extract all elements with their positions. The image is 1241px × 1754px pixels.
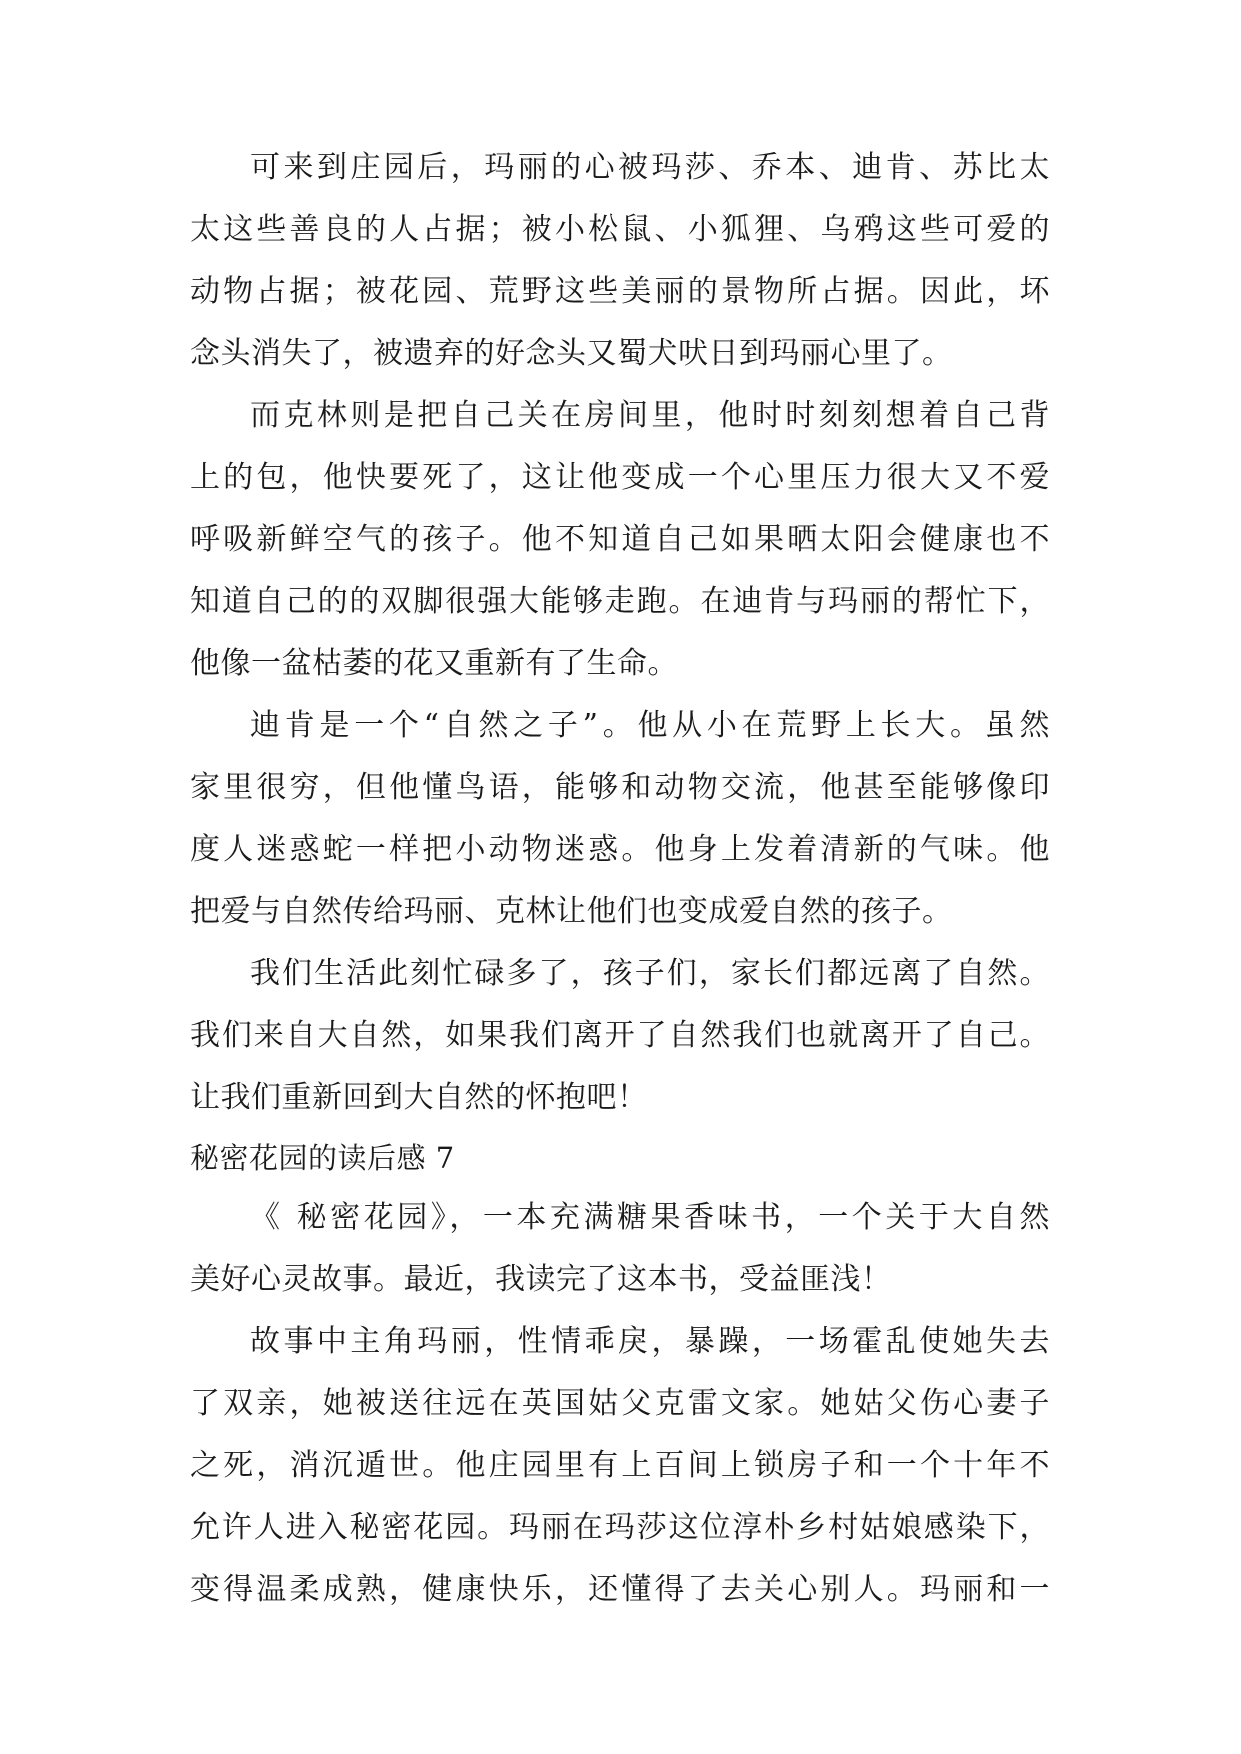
- paragraph-line: 迪肯是一个“自然之子”。他从小在荒野上长大。虽然: [250, 708, 1050, 743]
- paragraph-line: 上的包，他快要死了，这让他变成一个心里压力很大又不爱: [190, 460, 1050, 495]
- paragraph-line: 知道自己的的双脚很强大能够走跑。在迪肯与玛丽的帮忙下，: [190, 584, 1050, 619]
- paragraph-line: 可来到庄园后，玛丽的心被玛莎、乔本、迪肯、苏比太: [250, 150, 1050, 185]
- paragraph-line: 让我们重新回到大自然的怀抱吧！: [190, 1080, 648, 1115]
- paragraph-line: 太这些善良的人占据；被小松鼠、小狐狸、乌鸦这些可爱的: [190, 212, 1050, 247]
- paragraph-line: 我们来自大自然，如果我们离开了自然我们也就离开了自己。: [190, 1018, 1050, 1053]
- paragraph-line: 呼吸新鲜空气的孩子。他不知道自己如果晒太阳会健康也不: [190, 522, 1050, 557]
- paragraph-line: 把爱与自然传给玛丽、克林让他们也变成爱自然的孩子。: [190, 894, 953, 929]
- paragraph-line: 度人迷惑蛇一样把小动物迷惑。他身上发着清新的气味。他: [190, 832, 1050, 867]
- paragraph-line: 了双亲，她被送往远在英国姑父克雷文家。她姑父伤心妻子: [190, 1386, 1050, 1421]
- paragraph-line: 允许人进入秘密花园。玛丽在玛莎这位淳朴乡村姑娘感染下，: [190, 1510, 1050, 1545]
- section-heading: 秘密花园的读后感 7: [190, 1141, 455, 1175]
- paragraph-line: 《 秘密花园》，一本充满糖果香味书，一个关于大自然: [250, 1200, 1050, 1235]
- paragraph-line: 故事中主角玛丽，性情乖戾，暴躁，一场霍乱使她失去: [250, 1324, 1050, 1359]
- paragraph-line: 我们生活此刻忙碌多了，孩子们，家长们都远离了自然。: [250, 956, 1050, 991]
- paragraph-line: 念头消失了，被遗弃的好念头又蜀犬吠日到玛丽心里了。: [190, 336, 953, 371]
- paragraph-line: 美好心灵故事。最近，我读完了这本书，受益匪浅！: [190, 1262, 892, 1297]
- paragraph-line: 之死，消沉遁世。他庄园里有上百间上锁房子和一个十年不: [190, 1448, 1050, 1483]
- paragraph-line: 动物占据；被花园、荒野这些美丽的景物所占据。因此，坏: [190, 274, 1050, 309]
- paragraph-line: 他像一盆枯萎的花又重新有了生命。: [190, 646, 678, 681]
- paragraph-line: 而克林则是把自己关在房间里，他时时刻刻想着自己背: [250, 398, 1050, 433]
- paragraph-line: 家里很穷，但他懂鸟语，能够和动物交流，他甚至能够像印: [190, 770, 1050, 805]
- paragraph-line: 变得温柔成熟，健康快乐，还懂得了去关心别人。玛丽和一: [190, 1572, 1050, 1607]
